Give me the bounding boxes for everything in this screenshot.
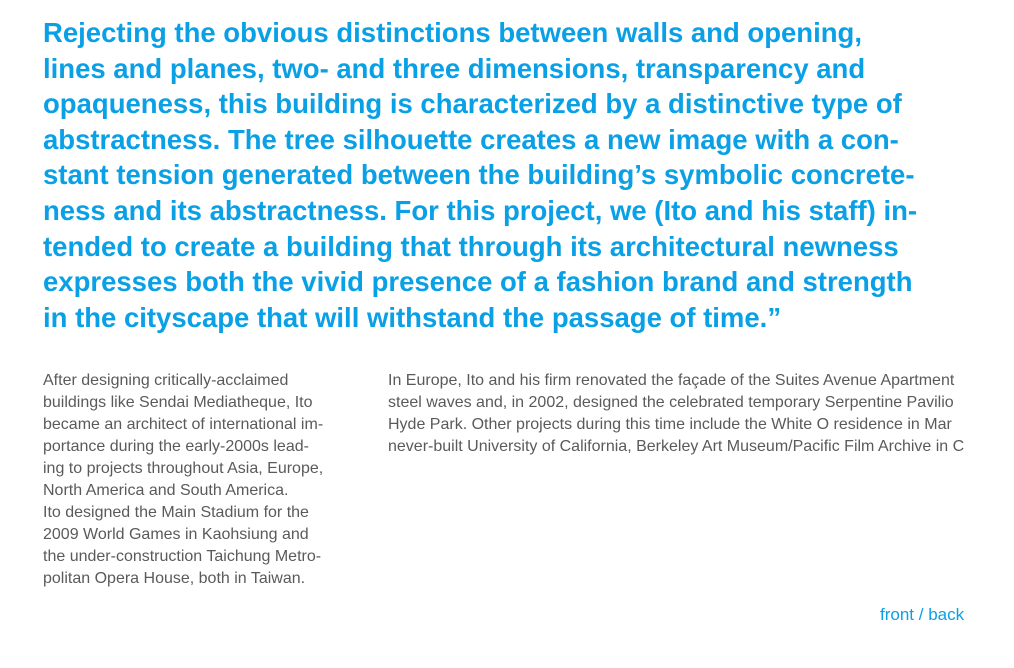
- body-line: became an architect of international im-: [43, 416, 324, 433]
- quote-line: lines and planes, two- and three dimensions, transparency and: [43, 52, 866, 84]
- quote-line: abstractness. The tree silhouette creates a new image with a con-: [43, 123, 899, 155]
- quote-line: ness and its abstractness. For this project, we (Ito and his staff) in-: [43, 194, 918, 226]
- body-line: steel waves and, in 2002, designed the celebrated temporary Serpentine Pavilio: [388, 394, 954, 411]
- body-line: Hyde Park. Other projects during this time include the White O residence in Mar: [388, 416, 952, 433]
- body-line: portance during the early-2000s lead-: [43, 438, 309, 455]
- body-line: ing to projects throughout Asia, Europe,: [43, 460, 324, 477]
- body-line: 2009 World Games in Kaohsiung and: [43, 526, 309, 543]
- body-line: buildings like Sendai Mediatheque, Ito: [43, 394, 313, 411]
- quote-line: Rejecting the obvious distinctions between walls and opening,: [43, 17, 862, 48]
- front-link[interactable]: front: [880, 605, 915, 624]
- left-text-column: [43, 370, 373, 590]
- quote-line: tended to create a building that through its architectural newness: [43, 230, 899, 262]
- body-line: politan Opera House, both in Taiwan.: [43, 570, 306, 587]
- right-text-column: [388, 370, 1014, 458]
- pull-quote: [43, 15, 1008, 335]
- nav-separator: /: [914, 605, 929, 624]
- quote-line: in the cityscape that will withstand the passage of time.”: [43, 301, 782, 333]
- page-navigation: [880, 604, 964, 626]
- quote-line: expresses both the vivid presence of a fashion brand and strength: [43, 266, 913, 298]
- body-line: After designing critically-acclaimed: [43, 372, 289, 389]
- body-line: North America and South America.: [43, 482, 289, 499]
- quote-line: stant tension generated between the building’s symbolic concrete-: [43, 159, 915, 191]
- body-line: the under-construction Taichung Metro-: [43, 548, 322, 565]
- body-line: never-built University of California, Berkeley Art Museum/Pacific Film Archive in C: [388, 438, 965, 455]
- body-line: In Europe, Ito and his firm renovated the façade of the Suites Avenue Apartment: [388, 372, 955, 389]
- quote-line: opaqueness, this building is characterized by a distinctive type of: [43, 88, 902, 120]
- back-link[interactable]: back: [928, 605, 965, 624]
- body-line: Ito designed the Main Stadium for the: [43, 504, 309, 521]
